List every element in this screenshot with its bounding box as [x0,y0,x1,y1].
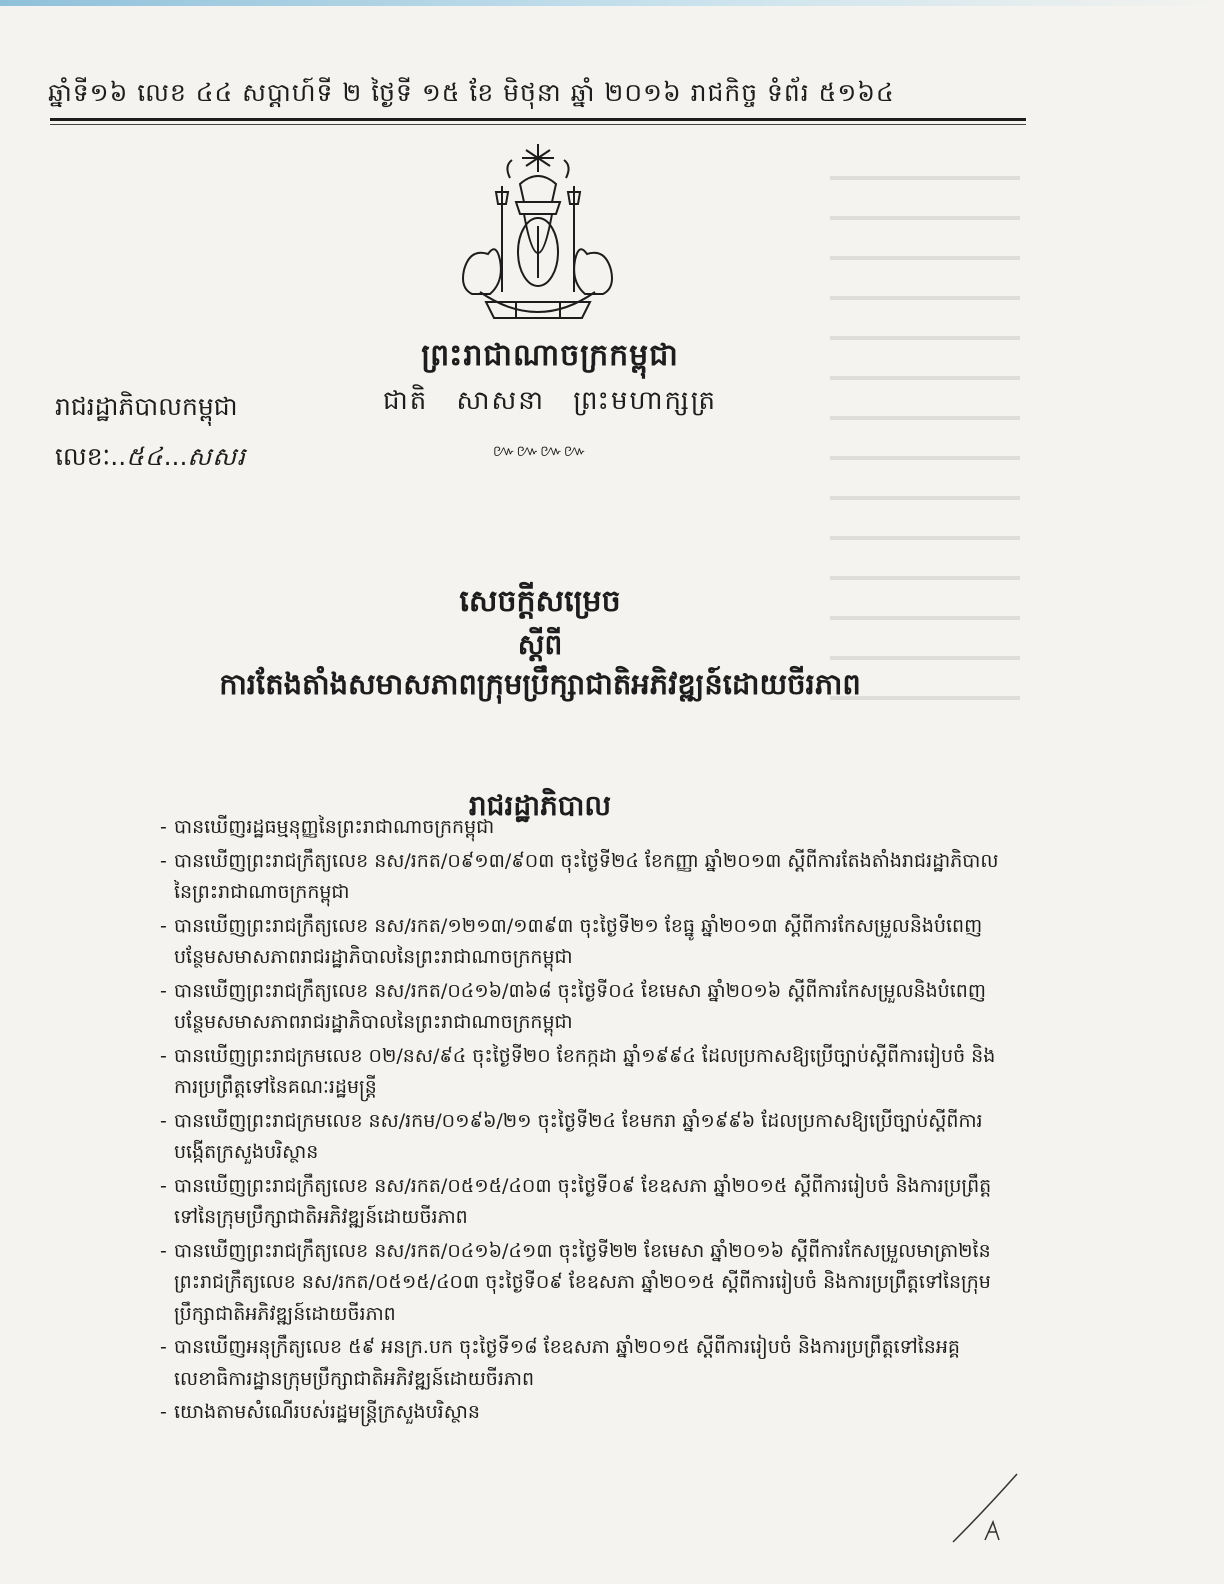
scan-edge [0,0,1224,6]
gazette-header: ឆ្នាំទី១៦ លេខ ៤៤ សប្ដាហ៍ទី ២ ថ្ងៃទី ១៥ ខែ មិថុនា ឆ្នាំ ២០១៦ រាជកិច្ច ទំព័រ ៥១៦៤ [48,78,895,107]
bleed-through-text [830,140,1020,700]
document-subject: ការតែងតាំងសមាសភាពក្រុមប្រឹក្សាជាតិអភិវឌ្ឍន៍ដោយចីរភាព [219,667,861,701]
reference-item: - បានឃើញព្រះរាជក្រឹត្យលេខ នស/រកត/០៩១៣/៩០៣ ចុះថ្ងៃទី២៤ ខែកញ្ញា ឆ្នាំ២០១៣ ស្ដីពីការតែងតាំងរាជរដ្ឋាភិបាលនៃព្រះរាជាណាចក្រកម្ពុជា [160,846,1010,909]
reference-item: - បានឃើញព្រះរាជក្រឹត្យលេខ នស/រកត/០៥១៥/៤០៣ ចុះថ្ងៃទី០៩ ខែឧសភា ឆ្នាំ២០១៥ ស្ដីពីការរៀបចំ និងការប្រព្រឹត្តទៅនៃក្រុមប្រឹក្សាជាតិអភិវឌ្ឍន៍ដោយចីរភាព [160,1171,1010,1234]
issuer-heading: រាជរដ្ឋាភិបាល [468,789,612,822]
document-number-value: ៥៤ [126,442,164,471]
document-number-label: លេខៈ [55,442,111,471]
ornament-divider: ៚៚៚៚ [492,441,588,460]
reference-item: - បានឃើញព្រះរាជក្រមលេខ នស/រកម/០១៩៦/២១ ចុះថ្ងៃទី២៤ ខែមករា ឆ្នាំ១៩៩៦ ដែលប្រកាសឱ្យប្រើច្បាប់ស្ដីពីការបង្កើតក្រសួងបរិស្ថាន [160,1106,1010,1169]
about-label: ស្ដីពី [517,628,563,661]
document-type-title: សេចក្ដីសម្រេច [459,584,621,619]
handwritten-initial-icon [945,1470,1035,1550]
reference-item: - យោងតាមសំណើរបស់រដ្ឋមន្ត្រីក្រសួងបរិស្ថាន [160,1397,1010,1429]
reference-item: - បានឃើញព្រះរាជក្រមលេខ ០២/នស/៩៤ ចុះថ្ងៃទី២០ ខែកក្កដា ឆ្នាំ១៩៩៤ ដែលប្រកាសឱ្យប្រើច្បាប់ស្ដីពីការរៀបចំ និងការប្រព្រឹត្តទៅនៃគណៈរដ្ឋមន្ត្រី [160,1041,1010,1104]
national-motto: ជាតិ សាសនា ព្រះមហាក្សត្រ [383,386,717,416]
legal-references-list [160,812,1010,1431]
reference-item: - បានឃើញរដ្ឋធម្មនុញ្ញនៃព្រះរាជាណាចក្រកម្ពុជា [160,812,1010,844]
reference-item: - បានឃើញព្រះរាជក្រឹត្យលេខ នស/រកត/០៤១៦/៣៦៨ ចុះថ្ងៃទី០៤ ខែមេសា ឆ្នាំ២០១៦ ស្ដីពីការកែសម្រួលនិងបំពេញបន្ថែមសមាសភាពរាជរដ្ឋាភិបាលនៃព្រះរាជាណាចក្រកម្ពុជា [160,976,1010,1039]
header-rule [50,118,1026,121]
reference-item: - បានឃើញព្រះរាជក្រឹត្យលេខ នស/រកត/០៤១៦/៤១៣ ចុះថ្ងៃទី២២ ខែមេសា ឆ្នាំ២០១៦ ស្ដីពីការកែសម្រួលមាត្រា២នៃព្រះរាជក្រឹត្យលេខ នស/រកត/០៥១៥/៤០៣ ចុះថ្ងៃទី០៩ ខែឧសភា ឆ្នាំ២០១៥ ស្ដីពីការរៀបចំ និងការប្រព្រឹត្តទៅនៃក្រុមប្រឹក្សាជាតិអភិវឌ្ឍន៍ដោយចីរភាព [160,1236,1010,1331]
reference-item: - បានឃើញព្រះរាជក្រឹត្យលេខ នស/រកត/១២១៣/១៣៩៣ ចុះថ្ងៃទី២១ ខែធ្នូ ឆ្នាំ២០១៣ ស្ដីពីការកែសម្រួលនិងបំពេញបន្ថែមសមាសភាពរាជរដ្ឋាភិបាលនៃព្រះរាជាណាចក្រកម្ពុជា [160,911,1010,974]
document-number-suffix: សសរ [187,442,246,471]
reference-item: - បានឃើញអនុក្រឹត្យលេខ ៥៩ អនក្រ.បក ចុះថ្ងៃទី១៨ ខែឧសភា ឆ្នាំ២០១៥ ស្ដីពីការរៀបចំ និងការប្រព្រឹត្តទៅនៃអគ្គលេខាធិការដ្ឋានក្រុមប្រឹក្សាជាតិអភិវឌ្ឍន៍ដោយចីរភាព [160,1332,1010,1395]
kingdom-name: ព្រះរាជាណាចក្រកម្ពុជា [421,338,679,373]
header-rule-thin [50,124,1026,125]
document-number: លេខៈ..៥៤...សសរ [55,442,246,471]
issuing-body: រាជរដ្ឋាភិបាលកម្ពុជា [55,392,238,421]
royal-coat-of-arms-icon [450,142,625,332]
